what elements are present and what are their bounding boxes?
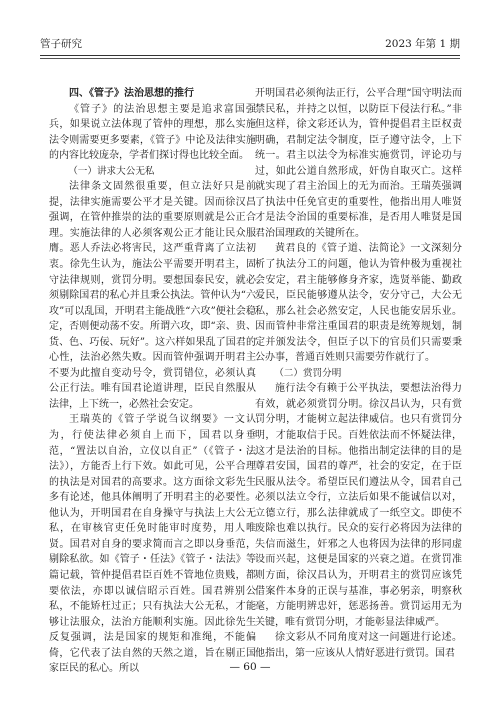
issue-label: 2023 年第 1 期 xyxy=(385,38,460,50)
header-rule-thin xyxy=(40,58,460,59)
paragraph: 《管子》的法治思想主要是追求富国强兵，如果说立法体现了管仲的理想，那么实施法令则需要更多要素，《管子》中论及法律实施的内容比较庞杂，学者们探讨得也比较全面。 xyxy=(49,103,256,162)
page-number: — 60 — xyxy=(229,661,271,673)
paragraph: 开明国君必须徇法正行，公平合理“国守明法而禁民私，并持之以恒，以防臣下侵法行私。”非但这样，徐文彩还认为，管仲提倡君主臣权责明确，君制定法令制度，臣子遵守法令，上下统一。君主以法令为标准实施赏罚，评论功与过，如此公道自然形成，奸伪自取灭亡。这样就实现了君主治国上的无为而治。王瑞英强调了执法中任免官吏的重要性，他指出用人唯贤才是法令治国的重要标准，是否用人唯贤是国君治国理政的关键所在。 xyxy=(255,88,462,239)
subsection-title: （二）赏罚分明 xyxy=(274,367,342,379)
header-rule-thick xyxy=(40,55,460,56)
paragraph: 黄君良的《管子道、法简论》一文深刻分析了执法分工的问题，他认为管仲极为重视社会安定，君主能够修身齐家，选贤举能、勤政爱民，臣民能够遵从法令，安分守己，大公无私，那么社会必然安定，人民也能安居乐业。因而管仲非常注重国君的职责是统筹规划，制定并颁发法令，但臣子以下的官员们只需要秉公办事，普通百姓则只需要劳作就行了。 xyxy=(255,243,462,364)
paragraph: 徐文彩从不同角度对这一问题进行论述。他指出，第一应该从人情好恶进行赏罚。国君 xyxy=(255,632,462,659)
paragraph: 施行法令有赖于公平执法，要想法治得力有效，就必须赏罚分明。徐汉昌认为，只有赏罚分明，才能树立起法律威信。也只有赏罚分明，才能取信于民。百姓依法而不怀疑法律，这才是法治的目标。他指出制定法律的目的是尊君安国，国君的尊严，社会的安定，在于臣民服从法令。希望臣民们遵法从令，国君自己必须以法立令行，立法后如果不能诚信以对，立德立行，那么法律就成了一纸空文。即使不废除也难以执行。民众的妄行必将因为法律的失信而滋生，奸邪之人也将因为法律的形同虚设而兴起，这便是国家的兴衰之道。在赏罚准则方面，徐汉昌认为，开明君主的赏罚应该凭借案件本身的正误与基准，事必躬亲，明察秋毫，方能明辨忠奸，惩恶扬善。赏罚运用无为关键，唯有赏罚分明，才能彰显法律威严。 xyxy=(255,383,462,628)
page-header xyxy=(40,36,460,52)
journal-name: 管子研究 xyxy=(40,38,82,50)
paragraph: 法律条文固然很重要，但立法好只是前提，法律实施需要公平才是关键。因而徐汉昌强调，在管仲推崇的法的重要原则就是公正合理。实施法律的人必须客观公正才能让民众服膺。恶人乔法必将害民，这严重背离了立法初衷。徐先生认为，施法公平需要开明君主，固守法律规则，赏罚分明。要想国泰民安，就必须剔除国君的私心并且秉公执法。管仲认为“六攻”可以乱国，开明君主能战胜“六攻”便社会稳定，否则便动荡不安。所谓六攻，即“亲、贵、货、色、巧佞、玩好”。这六样如果乱了国君的心性，法治必然失败。因而管仲强调开明君主不要为此擅自变动号令，赏罚错位，必须认真公正行法。唯有国君论道讲理，臣民自然服从法律，上下统一，必然社会安定。 xyxy=(49,181,256,410)
section-title: 四、《管子》法治思想的推行 xyxy=(69,88,194,99)
subsection-title: （一）讲求大公无私 xyxy=(68,165,155,177)
paragraph: 王瑞英的《管子学说刍议纲要》一文认为，行使法律必须自上而下，国君以身垂范，“置法以自治，立仪以自正”（《管子・法法》），方能否上行下效。如此可见，公平合理的执法是对国君的高要求。这方面徐文彩先生多有论述，他具体阐明了开明君主的必要性。他认为，开明国君在自身操守与执法上大公无私，在审核官吏任免时能审时度势，用人唯贤。国君对自身的要求简而言之即以身垂范，剔除私欲。如《管子・任法》《管子・法法》等篇记载，管仲提倡君臣百姓不管地位贵贱，都要依法，亦即以诚信昭示百姓。国君辨别公私，不能矫枉过正；只有执法大公无私，才能够让法服众，法治方能顺利实施。因此徐先生反复强调，法是国家的规矩和准绳，不能偏倚，它代表了法自然的天然之道，旨在剔正国家臣民的私心。所以 xyxy=(49,414,256,675)
right-column xyxy=(255,86,462,659)
